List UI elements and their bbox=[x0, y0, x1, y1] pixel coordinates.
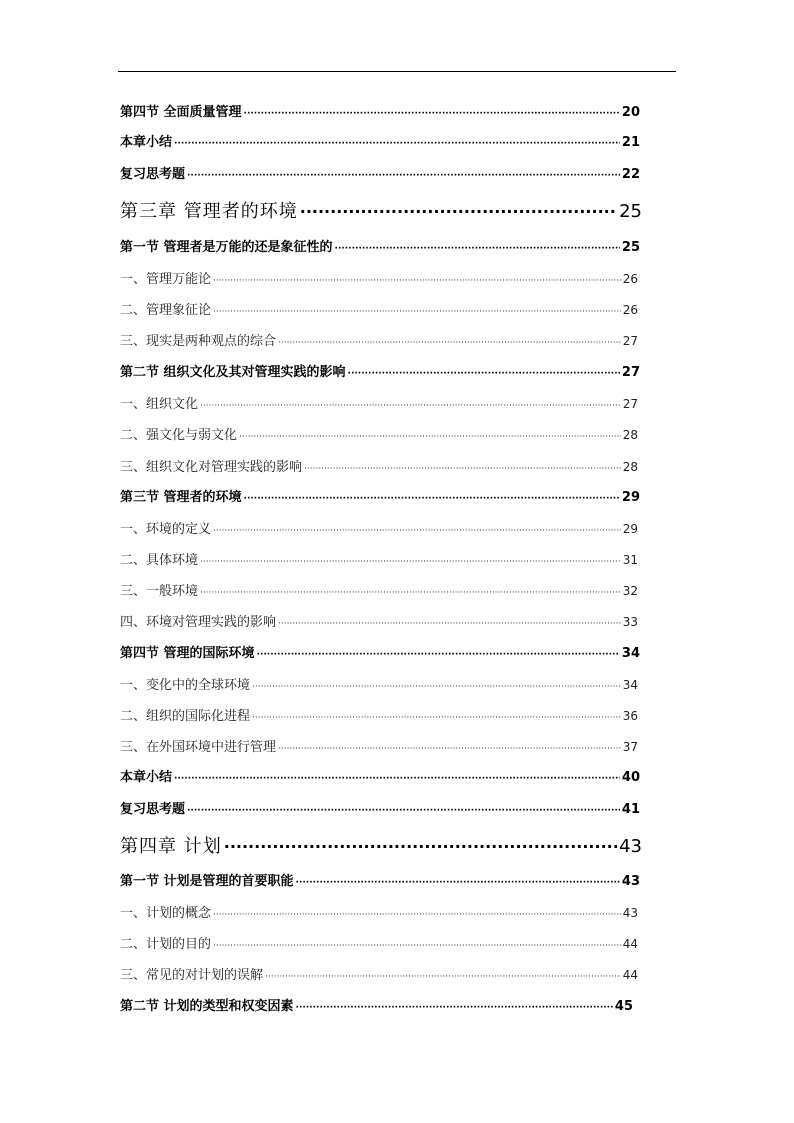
toc-subsection-entry[interactable] bbox=[120, 582, 638, 600]
toc-subsection-entry[interactable] bbox=[120, 458, 638, 476]
toc-section-entry[interactable] bbox=[120, 239, 640, 257]
toc-dot-leader bbox=[213, 272, 621, 288]
toc-page-number: 43 bbox=[622, 906, 638, 920]
toc-page-number: 21 bbox=[621, 135, 640, 150]
toc-dot-leader bbox=[278, 740, 621, 756]
toc-dot-leader bbox=[213, 906, 621, 922]
toc-entry-title: 第一节 管理者是万能的还是象征性的 bbox=[120, 240, 333, 255]
toc-page-number: 41 bbox=[621, 802, 640, 817]
toc-dot-leader bbox=[174, 135, 620, 152]
toc-dot-leader bbox=[174, 770, 620, 787]
toc-page-number: 44 bbox=[622, 937, 638, 951]
toc-page-number: 28 bbox=[622, 428, 638, 442]
toc-section-entry[interactable] bbox=[120, 166, 640, 184]
toc-section-entry[interactable] bbox=[120, 134, 640, 152]
toc-subsection-entry[interactable] bbox=[120, 332, 638, 350]
toc-dot-leader bbox=[335, 240, 620, 257]
toc-entry-title: 三、现实是两种观点的综合 bbox=[120, 334, 277, 349]
toc-page-number: 34 bbox=[622, 678, 638, 692]
toc-page-number: 36 bbox=[622, 709, 638, 723]
toc-dot-leader bbox=[200, 397, 621, 413]
toc-entry-title: 一、管理万能论 bbox=[120, 272, 212, 287]
toc-subsection-entry[interactable] bbox=[120, 738, 638, 756]
toc-subsection-entry[interactable] bbox=[120, 395, 638, 413]
toc-section-entry[interactable] bbox=[120, 645, 640, 663]
toc-page-number: 43 bbox=[619, 836, 642, 857]
toc-page-number: 26 bbox=[622, 272, 638, 286]
toc-entry-title: 二、计划的目的 bbox=[120, 937, 212, 952]
toc-subsection-entry[interactable] bbox=[120, 551, 638, 569]
toc-dot-leader bbox=[187, 802, 620, 819]
toc-page-number: 44 bbox=[622, 968, 638, 982]
toc-page-number: 22 bbox=[621, 167, 640, 182]
toc-page-number: 29 bbox=[621, 490, 640, 505]
toc-entry-title: 二、组织的国际化进程 bbox=[120, 709, 251, 724]
toc-subsection-entry[interactable] bbox=[120, 270, 638, 288]
toc-entry-title: 第一节 计划是管理的首要职能 bbox=[120, 874, 294, 889]
toc-page-number: 27 bbox=[622, 397, 638, 411]
toc-section-entry[interactable] bbox=[120, 769, 640, 787]
toc-entry-title: 二、管理象征论 bbox=[120, 303, 212, 318]
toc-entry-title: 第二节 组织文化及其对管理实践的影响 bbox=[120, 365, 346, 380]
toc-entry-title: 第三章 管理者的环境 bbox=[120, 201, 298, 222]
toc-dot-leader bbox=[213, 303, 621, 319]
toc-entry-title: 三、一般环境 bbox=[120, 584, 199, 599]
toc-dot-leader bbox=[257, 646, 620, 663]
toc-entry-title: 一、变化中的全球环境 bbox=[120, 678, 251, 693]
toc-dot-leader bbox=[296, 999, 613, 1016]
toc-page-number: 27 bbox=[622, 334, 638, 348]
toc-entry-title: 一、计划的概念 bbox=[120, 906, 212, 921]
toc-dot-leader bbox=[265, 968, 621, 984]
toc-dot-leader bbox=[244, 105, 620, 122]
toc-subsection-entry[interactable] bbox=[120, 520, 638, 538]
toc-entry-title: 复习思考题 bbox=[120, 167, 186, 182]
toc-entry-title: 二、具体环境 bbox=[120, 553, 199, 568]
toc-dot-leader bbox=[224, 834, 617, 860]
toc-section-entry[interactable] bbox=[120, 489, 640, 507]
toc-chapter-entry[interactable] bbox=[120, 834, 642, 860]
toc-entry-title: 第四节 管理的国际环境 bbox=[120, 646, 255, 661]
toc-page-number: 25 bbox=[621, 240, 640, 255]
toc-page-number: 27 bbox=[621, 365, 640, 380]
toc-entry-title: 第二节 计划的类型和权变因素 bbox=[120, 999, 294, 1014]
toc-dot-leader bbox=[304, 460, 621, 476]
toc-entry-title: 第四节 全面质量管理 bbox=[120, 105, 242, 120]
toc-entry-title: 本章小结 bbox=[120, 135, 173, 150]
toc-subsection-entry[interactable] bbox=[120, 676, 638, 694]
toc-dot-leader bbox=[252, 709, 621, 725]
toc-section-entry[interactable] bbox=[120, 801, 640, 819]
toc-entry-title: 第三节 管理者的环境 bbox=[120, 490, 242, 505]
toc-entry-title: 三、常见的对计划的误解 bbox=[120, 968, 264, 983]
toc-section-entry[interactable] bbox=[120, 104, 640, 122]
toc-subsection-entry[interactable] bbox=[120, 935, 638, 953]
toc-section-entry[interactable] bbox=[120, 998, 633, 1016]
toc-dot-leader bbox=[213, 522, 621, 538]
toc-entry-title: 三、在外国环境中进行管理 bbox=[120, 740, 277, 755]
toc-page-number: 28 bbox=[622, 460, 638, 474]
toc-page-number: 25 bbox=[619, 201, 642, 222]
toc-dot-leader bbox=[278, 334, 621, 350]
toc-page-number: 29 bbox=[622, 522, 638, 536]
toc-entry-title: 复习思考题 bbox=[120, 802, 186, 817]
toc-page-number: 45 bbox=[614, 999, 633, 1014]
toc-entry-title: 四、环境对管理实践的影响 bbox=[120, 615, 277, 630]
toc-dot-leader bbox=[200, 584, 621, 600]
toc-dot-leader bbox=[187, 167, 620, 184]
toc-subsection-entry[interactable] bbox=[120, 966, 638, 984]
toc-entry-title: 本章小结 bbox=[120, 770, 173, 785]
toc-dot-leader bbox=[239, 428, 621, 444]
toc-page-number: 37 bbox=[622, 740, 638, 754]
toc-entry-title: 三、组织文化对管理实践的影响 bbox=[120, 460, 303, 475]
toc-page-number: 26 bbox=[622, 303, 638, 317]
toc-entry-title: 一、环境的定义 bbox=[120, 522, 212, 537]
toc-dot-leader bbox=[296, 874, 620, 891]
toc-dot-leader bbox=[278, 615, 621, 631]
toc-section-entry[interactable] bbox=[120, 364, 640, 382]
toc-dot-leader bbox=[348, 365, 620, 382]
toc-page-number: 32 bbox=[622, 584, 638, 598]
toc-page-number: 20 bbox=[621, 105, 640, 120]
toc-subsection-entry[interactable] bbox=[120, 301, 638, 319]
toc-dot-leader bbox=[244, 490, 620, 507]
toc-dot-leader bbox=[213, 937, 621, 953]
toc-subsection-entry[interactable] bbox=[120, 613, 638, 631]
toc-entry-title: 二、强文化与弱文化 bbox=[120, 428, 238, 443]
toc-page-number: 40 bbox=[621, 770, 640, 785]
toc-subsection-entry[interactable] bbox=[120, 426, 638, 444]
toc-section-entry[interactable] bbox=[120, 873, 640, 891]
toc-page-number: 34 bbox=[621, 646, 640, 661]
toc-entry-title: 第四章 计划 bbox=[120, 836, 222, 857]
toc-subsection-entry[interactable] bbox=[120, 904, 638, 922]
toc-page-number: 43 bbox=[621, 874, 640, 889]
toc-chapter-entry[interactable] bbox=[120, 199, 642, 225]
toc-entry-title: 一、组织文化 bbox=[120, 397, 199, 412]
toc-subsection-entry[interactable] bbox=[120, 707, 638, 725]
toc-dot-leader bbox=[300, 199, 617, 225]
toc-page-number: 31 bbox=[622, 553, 638, 567]
toc-dot-leader bbox=[252, 678, 621, 694]
toc-dot-leader bbox=[200, 553, 621, 569]
toc-page-number: 33 bbox=[622, 615, 638, 629]
